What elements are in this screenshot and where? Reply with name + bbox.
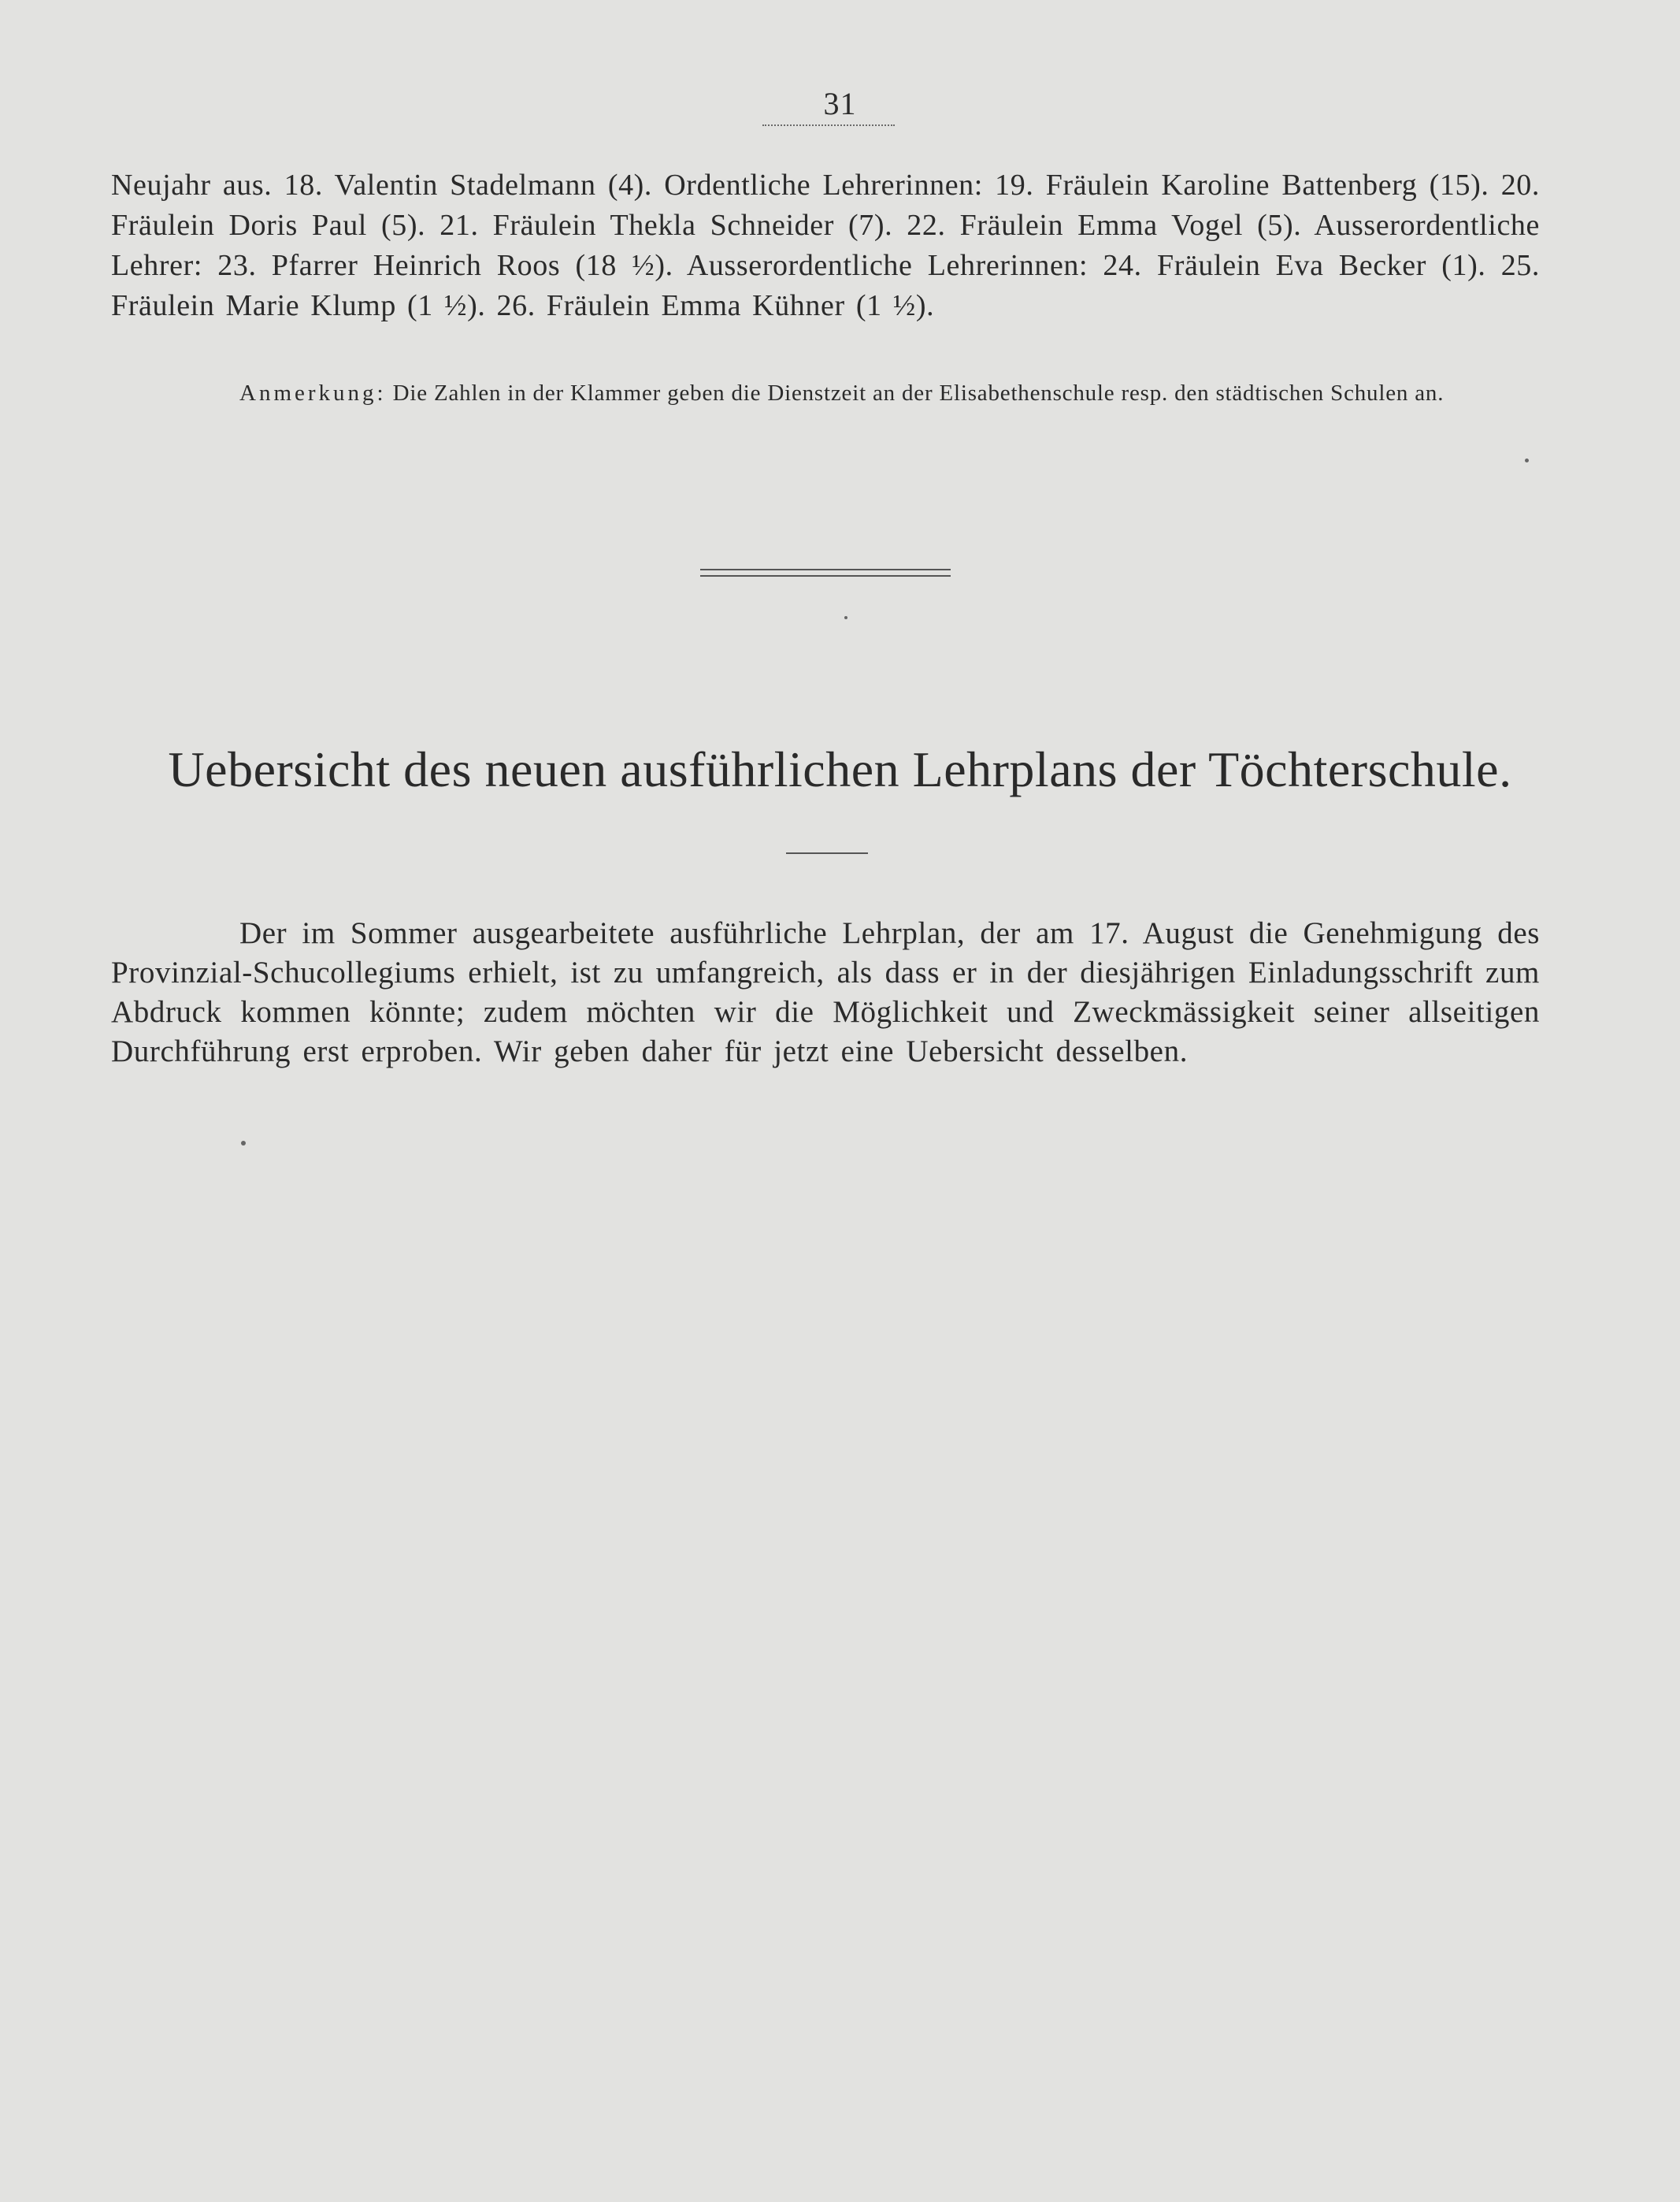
section-heading: Uebersicht des neuen ausführlichen Lehrplans der Töchterschule. bbox=[168, 741, 1512, 797]
section-divider bbox=[700, 569, 951, 577]
staff-list-paragraph: Neujahr aus. 18. Valentin Stadelmann (4). Ordentliche Lehrerinnen: 19. Fräulein Karoline Battenberg (15). 20. Fräulein Doris Paul (5). 21. Fräulein Thekla Schneider (7). 22. Fräulein Emma Vogel (5). Ausserordentliche Lehrer: 23. Pfarrer Heinrich Roos (18 ½). Ausserordentliche Lehrerinnen: 24. Fräulein Eva Becker (1). 25. Fräulein Marie Klump (1 ½). 26. Fräulein Emma Kühner (1 ½). bbox=[111, 169, 1540, 322]
annotation-label: Anmerkung: bbox=[239, 381, 387, 406]
paper-speck bbox=[241, 1141, 246, 1146]
paper-speck bbox=[1525, 459, 1529, 462]
annotation-text: Die Zahlen in der Klammer geben die Dienstzeit an der Elisabethenschule resp. den städtischen Schulen an. bbox=[392, 381, 1445, 406]
page-number: 31 bbox=[823, 86, 857, 121]
page-number-underline bbox=[762, 124, 895, 126]
heading-underline bbox=[786, 852, 868, 854]
paper-speck bbox=[844, 616, 847, 619]
intro-paragraph: Der im Sommer ausgearbeitete ausführliche Lehrplan, der am 17. August die Genehmigung des Provinzial-Schucollegiums erhielt, ist zu umfangreich, als dass er in der diesjährigen Einladungsschrift zum Abdruck kommen könnte; zudem möchten wir die Möglichkeit und Zweckmässigkeit seiner allseitigen Durchführung erst erproben. Wir geben daher für jetzt eine Uebersicht desselben. bbox=[111, 916, 1540, 1068]
annotation-note bbox=[111, 378, 1540, 409]
